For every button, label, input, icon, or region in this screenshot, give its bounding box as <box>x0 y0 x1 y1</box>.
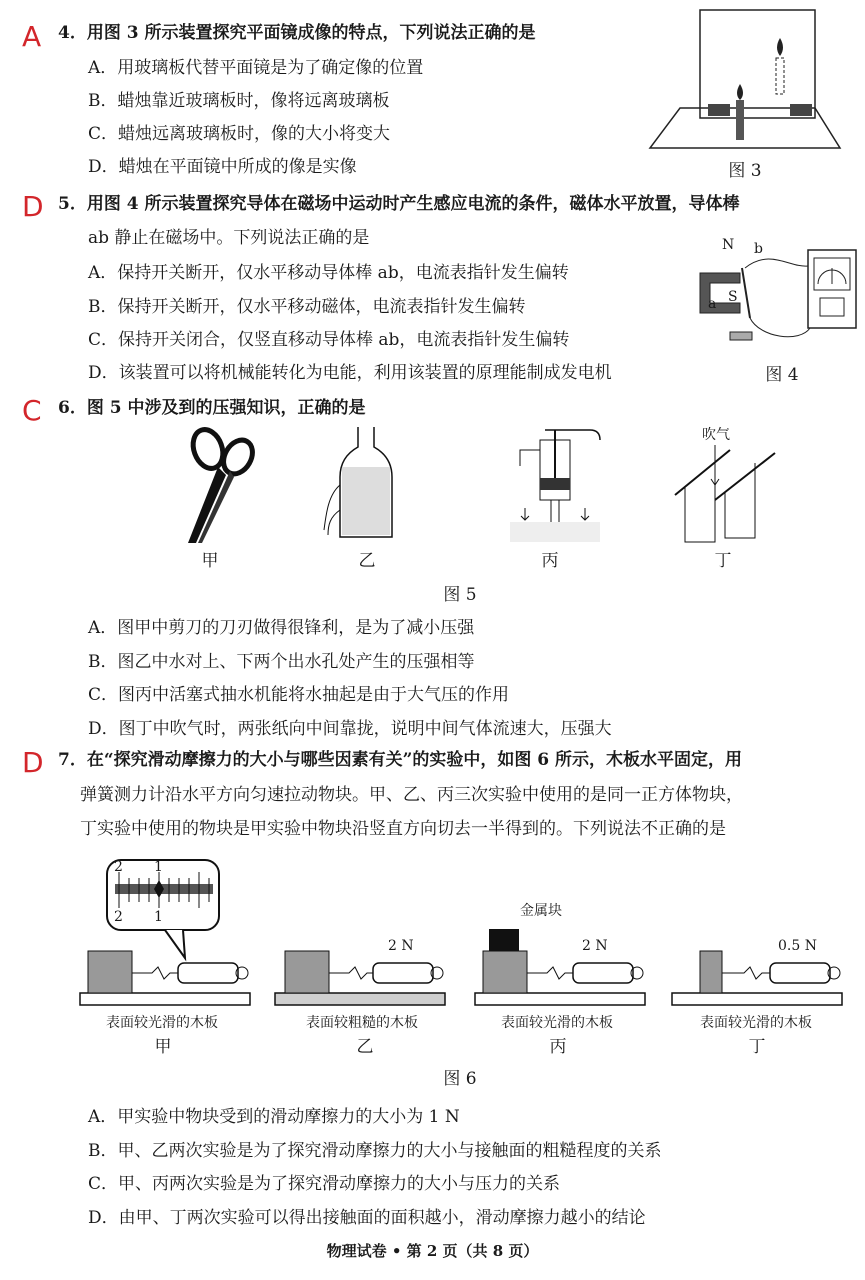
figure-5-paper-blowing <box>670 445 780 545</box>
gauge-tick-bottom-right: 2 <box>114 909 123 925</box>
setup-yi-name: 乙 <box>356 1037 374 1057</box>
setup-ding-reading: 0.5 N <box>778 938 817 954</box>
figure-5-label-ding: 丁 <box>714 551 732 571</box>
q6-answer-mark: C <box>22 394 42 427</box>
figure-6-setup-yi <box>275 945 450 1010</box>
figure-4-label-a: a <box>708 296 717 312</box>
q4-option-d: D．蜡烛在平面镜中所成的像是实像 <box>88 157 357 177</box>
figure-5-label-bing: 丙 <box>541 551 559 571</box>
q5-option-b: B．保持开关断开，仅水平移动磁体，电流表指针发生偏转 <box>88 297 526 317</box>
q6-option-d: D．图丁中吹气时，两张纸向中间靠拢，说明中间气体流速大，压强大 <box>88 719 612 739</box>
q4-stem: 4．用图 3 所示装置探究平面镜成像的特点，下列说法正确的是 <box>58 23 536 43</box>
q5-answer-mark: D <box>22 190 44 223</box>
figure-5-water-bottle <box>320 425 410 545</box>
figure-5-label-yi: 乙 <box>358 551 376 571</box>
q6-option-a: A．图甲中剪刀的刀刃做得很锋利，是为了减小压强 <box>88 618 475 638</box>
setup-ding-board-label: 表面较光滑的木板 <box>700 1015 812 1031</box>
setup-yi-board-label: 表面较粗糙的木板 <box>306 1015 418 1031</box>
q4-option-a: A．用玻璃板代替平面镜是为了确定像的位置 <box>88 58 424 78</box>
figure-6-setup-jia <box>80 945 255 1010</box>
q5-option-a: A．保持开关断开，仅水平移动导体棒 ab，电流表指针发生偏转 <box>88 263 569 283</box>
setup-bing-name: 丙 <box>549 1037 567 1057</box>
q5-stem-line1: 5．用图 4 所示装置探究导体在磁场中运动时产生感应电流的条件，磁体水平放置，导体棒 <box>58 194 740 214</box>
q7-stem-line3: 丁实验中使用的物块是甲实验中物块沿竖直方向切去一半得到的。下列说法不正确的是 <box>80 819 726 839</box>
q7-option-a: A．甲实验中物块受到的滑动摩擦力的大小为 1 N <box>88 1107 460 1127</box>
figure-4-label-b: b <box>754 241 763 257</box>
figure-6-setup-bing <box>475 925 650 1010</box>
q4-option-b: B．蜡烛靠近玻璃板时，像将远离玻璃板 <box>88 91 390 111</box>
q4-option-c: C．蜡烛远离玻璃板时，像的大小将变大 <box>88 124 391 144</box>
q7-stem-line1: 7．在“探究滑动摩擦力的大小与哪些因素有关”的实验中，如图 6 所示，木板水平固定，用 <box>58 750 743 770</box>
figure-6-setup-ding <box>672 945 847 1010</box>
gauge-tick-top-left: 2 <box>114 859 123 875</box>
setup-yi-reading: 2 N <box>388 938 414 954</box>
figure-5-piston-pump <box>505 420 605 545</box>
q7-answer-mark: D <box>22 746 44 779</box>
q7-option-d: D．由甲、丁两次实验可以得出接触面的面积越小，滑动摩擦力越小的结论 <box>88 1208 646 1228</box>
q6-stem: 6．图 5 中涉及到的压强知识，正确的是 <box>58 398 366 418</box>
q6-option-b: B．图乙中水对上、下两个出水孔处产生的压强相等 <box>88 652 475 672</box>
gauge-tick-top-right: 1 <box>154 859 163 875</box>
gauge-tick-bottom-left: 1 <box>154 909 163 925</box>
figure-5-scissors <box>180 425 260 545</box>
q5-stem-line2: ab 静止在磁场中。下列说法正确的是 <box>88 228 370 248</box>
setup-jia-name: 甲 <box>154 1037 172 1057</box>
setup-jia-board-label: 表面较光滑的木板 <box>106 1015 218 1031</box>
q7-option-b: B．甲、乙两次实验是为了探究滑动摩擦力的大小与接触面的粗糙程度的关系 <box>88 1141 662 1161</box>
figure-4-label-n: N <box>722 237 735 253</box>
q6-option-c: C．图丙中活塞式抽水机能将水抽起是由于大气压的作用 <box>88 685 510 705</box>
figure-5-blow-label: 吹气 <box>702 427 730 443</box>
figure-3-caption: 图 3 <box>728 161 762 181</box>
figure-3-mirror-setup <box>640 8 850 158</box>
figure-5-caption: 图 5 <box>443 585 477 605</box>
figure-6-caption: 图 6 <box>443 1069 477 1089</box>
setup-bing-board-label: 表面较光滑的木板 <box>501 1015 613 1031</box>
q7-option-c: C．甲、丙两次实验是为了探究滑动摩擦力的大小与压力的关系 <box>88 1174 561 1194</box>
q5-option-d: D．该装置可以将机械能转化为电能，利用该装置的原理能制成发电机 <box>88 363 612 383</box>
figure-4-caption: 图 4 <box>765 365 799 385</box>
figure-5-label-jia: 甲 <box>201 551 219 571</box>
q7-stem-line2: 弹簧测力计沿水平方向匀速拉动物块。甲、乙、丙三次实验中使用的是同一正方体物块， <box>80 785 743 805</box>
page-footer: 物理试卷 • 第 2 页（共 8 页） <box>326 1242 539 1260</box>
q4-answer-mark: A <box>22 20 42 53</box>
figure-4-label-s: S <box>728 289 738 305</box>
setup-bing-metal-block-label: 金属块 <box>520 903 562 919</box>
q5-option-c: C．保持开关闭合，仅竖直移动导体棒 ab，电流表指针发生偏转 <box>88 330 570 350</box>
setup-bing-reading: 2 N <box>582 938 608 954</box>
setup-ding-name: 丁 <box>748 1037 766 1057</box>
